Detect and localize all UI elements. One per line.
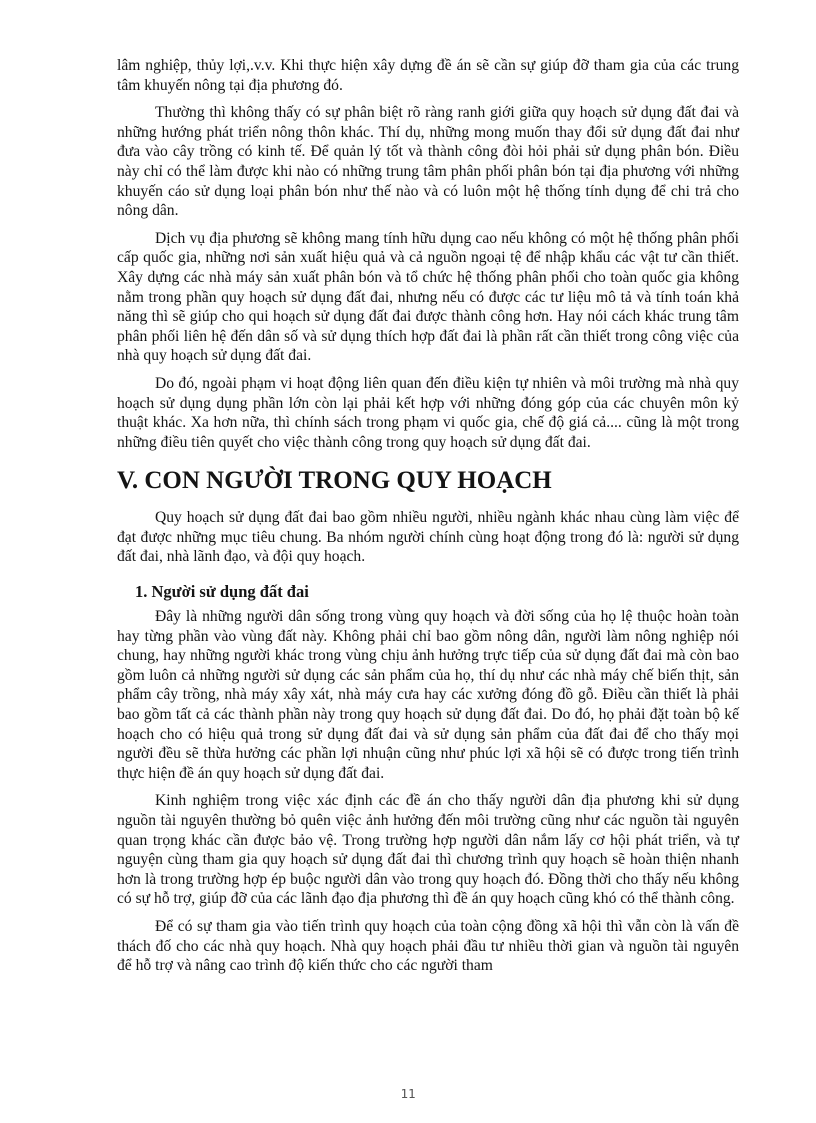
section-heading: V. CON NGƯỜI TRONG QUY HOẠCH — [117, 467, 552, 495]
paragraph-land-users: Đây là những người dân sống trong vùng quy hoạch và đời sống của họ lệ thuộc hoàn toàn hay từng phần vào vùng đất này. Không phải chỉ bao gồm nông dân, người làm nông nghiệp nói chung, hay những người khác trong vùng chịu ảnh hưởng trực tiếp của sử dụng đất đai mà còn bao gồm luôn cả những người sử dụng các sản phẩm của họ, thí dụ như các nhà máy chế biến thịt, sản phẩm cây trồng, nhà máy xây xát, nhà máy cưa hay các xưởng đóng đồ gỗ. Điều cần thiết là phải bao gồm tất cả các thành phần này trong quy hoạch sử dụng đất đai. Do đó, họ phải đặt toàn bộ kế hoạch cho có hiệu quả trong sử dụng đất đai và sử dụng sản phẩm của đất đai để cho thấy mọi người đều sẽ thừa hưởng các phần lợi nhuận cũng như phúc lợi xã hội sẽ có được trong tiến trình thực hiện đề án quy hoạch sử dụng đất đai. — [117, 608, 739, 782]
document-page — [117, 56, 739, 984]
paragraph-therefore: Do đó, ngoài phạm vi hoạt động liên quan đến điều kiện tự nhiên và môi trường mà nhà quy hoạch sử dụng dụng phần lớn còn lại phải kết hợp với những đóng góp của các chuyên môn kỷ thuật khác. Xa hơn nữa, thì chính sách trong phạm vi quốc gia, chế độ giá cả.... cũng là một trong những điều tiên quyết cho việc thành công trong quy hoạch sử dụng đất đai. — [117, 374, 739, 451]
paragraph-participation: Để có sự tham gia vào tiến trình quy hoạch của toàn cộng đồng xã hội thì vẫn còn là vấn đề thách đố cho các nhà quy hoạch. Nhà quy hoạch phải đầu tư nhiều thời gian và nguồn tài nguyên để hỗ trợ và nâng cao trình độ kiến thức cho các người tham — [117, 917, 739, 975]
subsection-heading: 1. Người sử dụng đất đai — [135, 582, 309, 602]
paragraph-section-intro: Quy hoạch sử dụng đất đai bao gồm nhiều người, nhiều ngành khác nhau cùng làm việc để đạt được những mục tiêu chung. Ba nhóm người chính cùng hoạt động trong đó là: người sử dụng đất đai, nhà lãnh đạo, và đội quy hoạch. — [117, 509, 739, 566]
paragraph-experience: Kinh nghiệm trong việc xác định các đề án cho thấy người dân địa phương khi sử dụng nguồn tài nguyên thường bỏ quên việc ảnh hưởng đến môi trường cũng như các nguồn tài nguyên quan trọng khác cần được bảo vệ. Trong trường hợp người dân nắm lấy cơ hội phát triển, và tự nguyện cùng tham gia quy hoạch sử dụng đất đai thì chương trình quy hoạch sẽ hoàn thiện nhanh hơn là trong trường hợp ép buộc người dân vào trong quy hoạch đó. Đồng thời cho thấy nếu không có sự hỗ trợ, giúp đỡ của các lãnh đạo địa phương thì đề án quy hoạch cũng khó có thể thành công. — [117, 792, 739, 908]
paragraph-local-services: Dịch vụ địa phương sẽ không mang tính hữu dụng cao nếu không có một hệ thống phân phối cấp quốc gia, những nơi sản xuất hiệu quả và cả nguồn ngoại tệ để nhập khẩu các vật tư cần thiết. Xây dựng các nhà máy sản xuất phân bón và tổ chức hệ thống phân phối cho toàn quốc gia không nằm trong phần quy hoạch sử dụng đất đai, nhưng nếu có được các tư liệu mô tả và tính toán khả năng thì sẽ giúp cho qui hoạch sử dụng đất đai được thành công hơn. Hay nói cách khác trung tâm phân phối liên hệ đến dân số và sử dụng thích hợp đất đai là phần rất cần thiết trong công việc của nhà quy hoạch sử dụng đất đai. — [117, 229, 739, 365]
page-number: 11 — [400, 1086, 416, 1101]
paragraph-planning-distinction: Thường thì không thấy có sự phân biệt rõ ràng ranh giới giữa quy hoạch sử dụng đất đai và những hướng phát triển nông thôn khác. Thí dụ, những mong muốn thay đổi sử dụng đất đai như đưa vào cây trồng có kinh tế. Để quản lý tốt và thành công đòi hỏi phải sử dụng phân bón. Điều này chỉ có thể làm được khi nào có những trung tâm phân phối phân bón tại địa phương với những khuyến cáo sử dụng loại phân bón như thế nào và có luôn một hệ thống tính dụng để chi trả cho nông dân. — [117, 104, 739, 220]
paragraph-continuation: lâm nghiệp, thủy lợi,.v.v. Khi thực hiện xây dựng đề án sẽ cần sự giúp đỡ tham gia của các trung tâm khuyến nông tại địa phương đó. — [117, 57, 739, 94]
